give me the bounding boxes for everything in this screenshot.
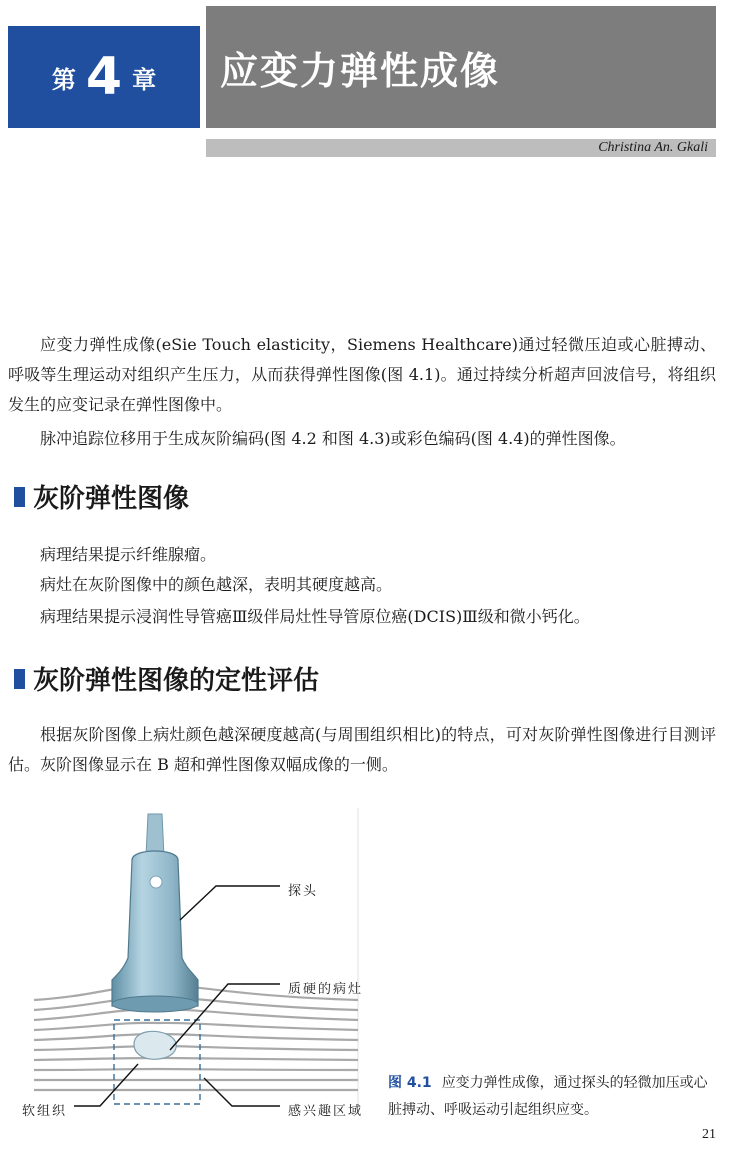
chapter-title-bar	[206, 6, 716, 128]
label-lesion: 质硬的病灶	[288, 982, 364, 997]
probe-shape	[112, 851, 198, 1006]
intro-paragraph-2: 脉冲追踪位移用于生成灰阶编码(图 4.2 和图 4.3)或彩色编码(图 4.4)的弹性图像。	[40, 429, 626, 448]
intro-paragraph-1: 应变力弹性成像(eSie Touch elasticity，Siemens Healthcare)通过轻微压迫或心脏搏动、呼吸等生理运动对组织产生压力，从而获得弹性图像(图 4.1)。通过持续分析超声回波信号，将组织发生的应变记录在弹性图像中。	[8, 335, 716, 414]
chapter-title: 应变力弹性成像	[220, 48, 501, 93]
label-roi: 感兴趣区域	[288, 1104, 364, 1119]
section-heading-grayscale	[14, 478, 714, 515]
section-title: 灰阶弹性图像	[33, 484, 190, 514]
lesion-shape	[134, 1031, 176, 1059]
section1-line-2: 病灶在灰阶图像中的颜色越深，表明其硬度越高。	[40, 575, 393, 594]
section-marker	[14, 487, 25, 507]
author-name: Christina An. Gkali	[598, 140, 708, 155]
caption-text: 应变力弹性成像，通过探头的轻微加压或心脏搏动、呼吸运动引起组织应变。	[388, 1075, 708, 1118]
section-heading-qualitative	[14, 660, 714, 697]
figure-illustration	[8, 808, 380, 1128]
section2-paragraph: 根据灰阶图像上病灶颜色越深硬度越高(与周围组织相比)的特点，可对灰阶弹性图像进行目测评估。灰阶图像显示在 B 超和弹性图像双幅成像的一侧。	[8, 725, 716, 774]
figure-4-1	[8, 808, 380, 1128]
chapter-number: 4	[85, 47, 123, 107]
label-probe: 探头	[288, 884, 319, 899]
author-bar	[206, 139, 716, 157]
section-marker	[14, 669, 25, 689]
figure-caption	[388, 1070, 718, 1124]
section1-line-1: 病理结果提示纤维腺瘤。	[40, 545, 217, 564]
section1-line-3: 病理结果提示浸润性导管癌Ⅲ级伴局灶性导管原位癌(DCIS)Ⅲ级和微小钙化。	[40, 607, 590, 626]
chapter-prefix: 第	[51, 65, 76, 94]
chapter-number-box	[8, 26, 200, 128]
section-title: 灰阶弹性图像的定性评估	[33, 666, 320, 696]
label-soft-tissue: 软组织	[22, 1104, 68, 1119]
chapter-suffix: 章	[132, 65, 157, 94]
caption-number: 图 4.1	[388, 1075, 432, 1091]
page-number: 21	[702, 1127, 716, 1142]
